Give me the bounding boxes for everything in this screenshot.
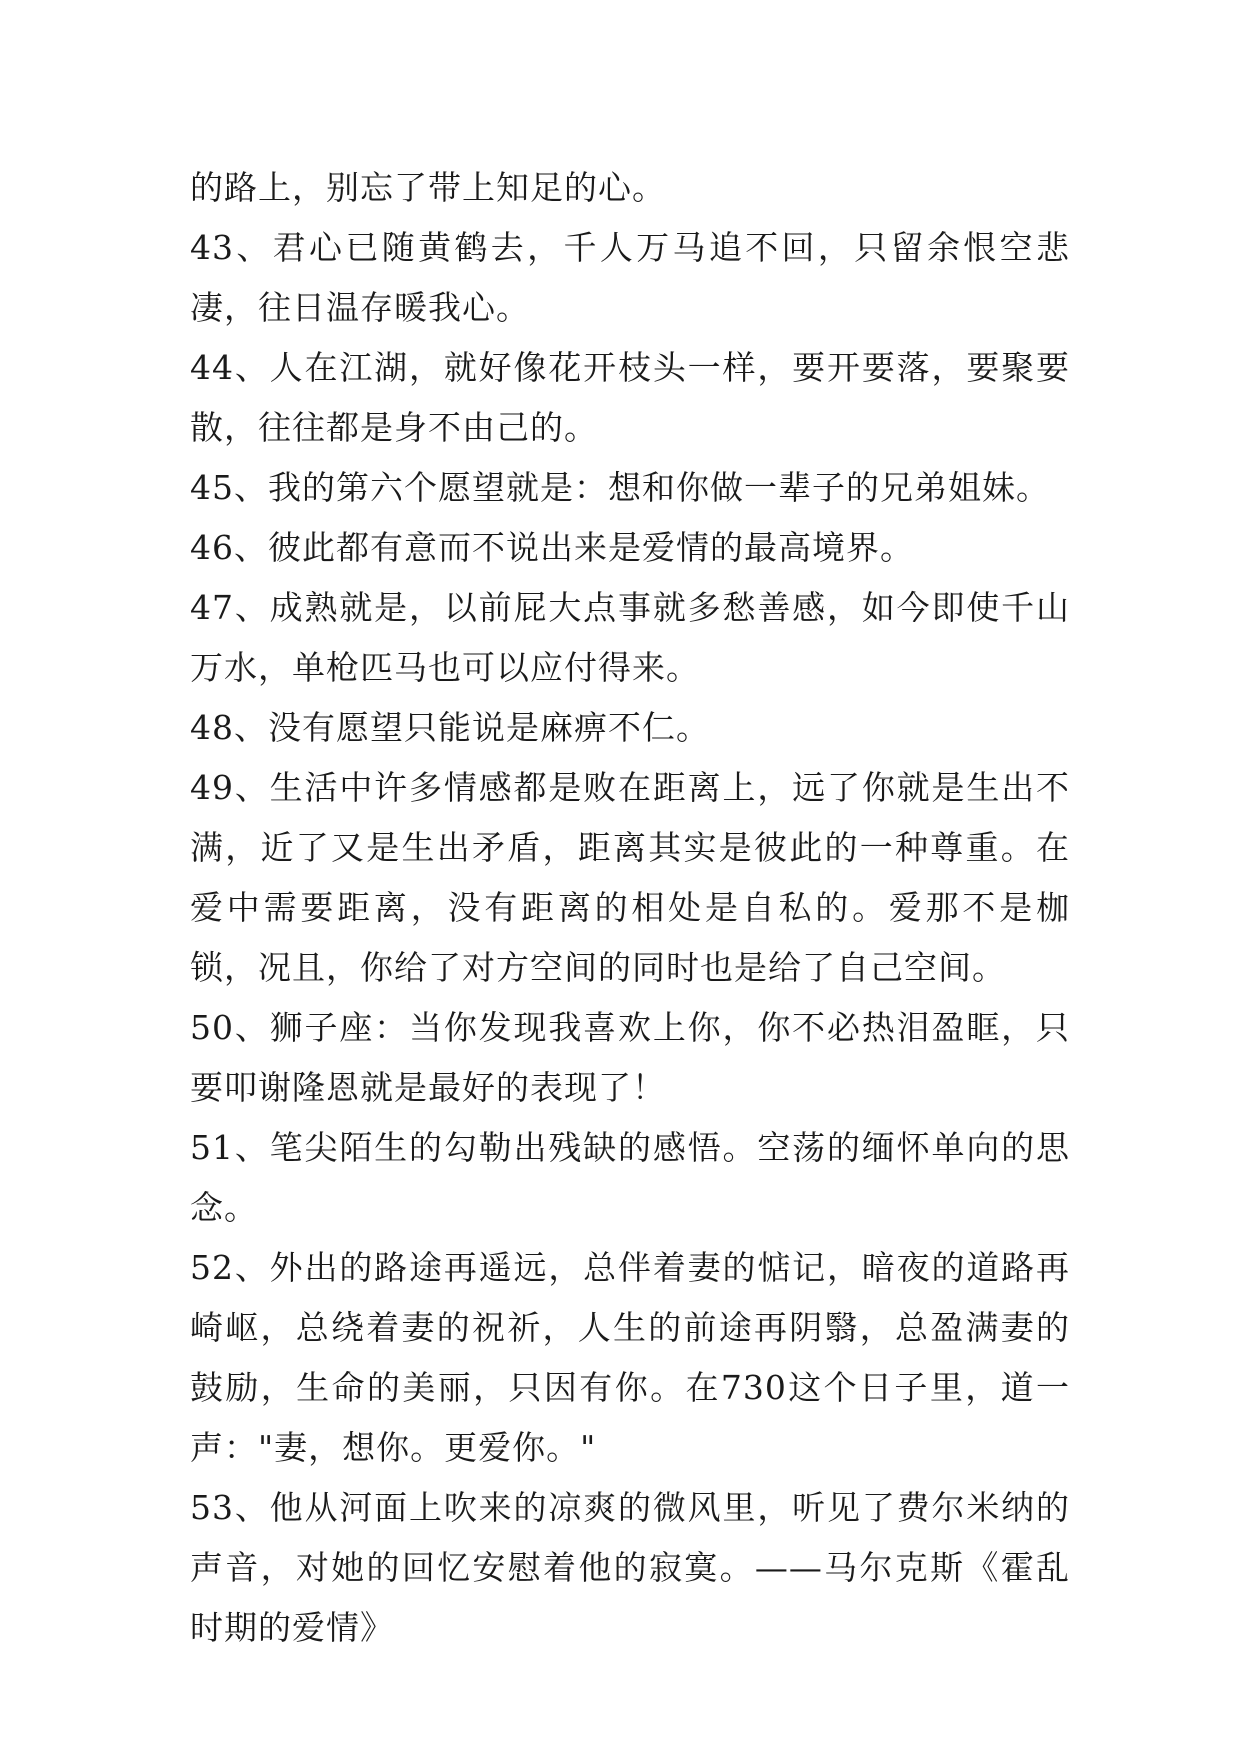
quote-45: 45、我的第六个愿望就是：想和你做一辈子的兄弟姐妹。 — [190, 468, 1050, 507]
paragraph-continuation: 的路上，别忘了带上知足的心。 — [190, 168, 666, 207]
quote-48: 48、没有愿望只能说是麻痹不仁。 — [190, 708, 710, 747]
quote-47: 47、成熟就是，以前屁大点事就多愁善感，如今即使千山万水，单枪匹马也可以应付得来。 — [190, 588, 1070, 687]
quote-53: 53、他从河面上吹来的凉爽的微风里，听见了费尔米纳的声音，对她的回忆安慰着他的寂寞。——马尔克斯《霍乱时期的爱情》 — [190, 1488, 1070, 1647]
quote-51: 51、笔尖陌生的勾勒出残缺的感悟。空荡的缅怀单向的思念。 — [190, 1128, 1070, 1227]
quote-52: 52、外出的路途再遥远，总伴着妻的惦记，暗夜的道路再崎岖，总绕着妻的祝祈，人生的前途再阴翳，总盈满妻的鼓励，生命的美丽，只因有你。在730这个日子里，道一声："妻，想你。更爱你。" — [190, 1248, 1070, 1467]
quote-46: 46、彼此都有意而不说出来是爱情的最高境界。 — [190, 528, 914, 567]
quote-50: 50、狮子座：当你发现我喜欢上你，你不必热泪盈眶，只要叩谢隆恩就是最好的表现了！ — [190, 1008, 1070, 1107]
quote-43: 43、君心已随黄鹤去，千人万马追不回，只留余恨空悲凄，往日温存暖我心。 — [190, 228, 1070, 327]
document-body — [190, 158, 1070, 1658]
quote-49: 49、生活中许多情感都是败在距离上，远了你就是生出不满，近了又是生出矛盾，距离其实是彼此的一种尊重。在爱中需要距离，没有距离的相处是自私的。爱那不是枷锁，况且，你给了对方空间的同时也是给了自己空间。 — [190, 768, 1070, 987]
quote-44: 44、人在江湖，就好像花开枝头一样，要开要落，要聚要散，往往都是身不由己的。 — [190, 348, 1070, 447]
